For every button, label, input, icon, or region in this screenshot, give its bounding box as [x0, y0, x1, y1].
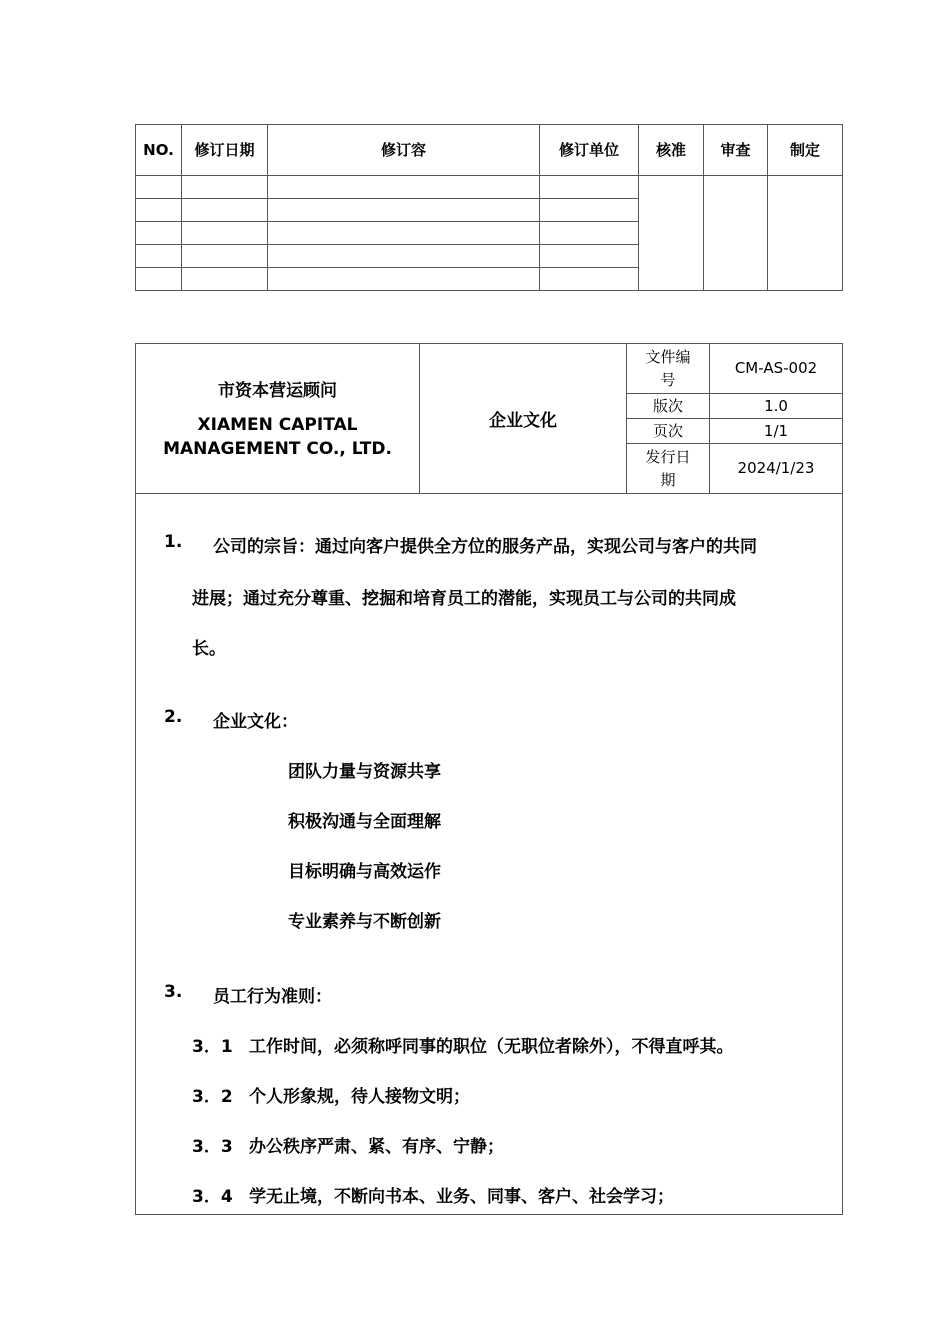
- section-1-line-1: 公司的宗旨：通过向客户提供全方位的服务产品，实现公司与客户的共同: [213, 537, 757, 557]
- table-cell: [182, 199, 268, 222]
- review-cell: [704, 176, 768, 291]
- rule-number: 3．1: [192, 1037, 233, 1057]
- table-cell: [540, 222, 639, 245]
- section-1-number: 1.: [164, 532, 183, 552]
- section-3-number: 3.: [164, 982, 183, 1002]
- rule-number: 3．4: [192, 1187, 233, 1207]
- doc-title-cell: [420, 344, 627, 494]
- page-label: 页次: [627, 419, 710, 444]
- issue-date-label: 发行日期: [627, 444, 710, 494]
- section-2-number: 2.: [164, 707, 183, 727]
- company-name-cn: 市资本营运顾问: [218, 381, 337, 401]
- table-cell: [268, 176, 540, 199]
- rule-number: 3．3: [192, 1137, 233, 1157]
- table-cell: [182, 245, 268, 268]
- version-label: 版次: [627, 394, 710, 419]
- document-body-cell: [136, 494, 843, 1215]
- table-cell: [540, 268, 639, 291]
- header-revision-unit: 修订单位: [540, 125, 639, 176]
- section-1-line-2: 进展；通过充分尊重、挖掘和培育员工的潜能，实现员工与公司的共同成: [192, 589, 736, 609]
- header-prepare: 制定: [768, 125, 843, 176]
- revision-header-row: [136, 125, 843, 176]
- table-cell: [182, 268, 268, 291]
- rule-text: 工作时间，必须称呼同事的职位（无职位者除外），不得直呼其。: [249, 1037, 734, 1057]
- table-cell: [136, 199, 182, 222]
- table-cell: [136, 222, 182, 245]
- table-cell: [182, 176, 268, 199]
- rule-text: 个人形象规，待人接物文明；: [249, 1087, 470, 1107]
- table-cell: [268, 268, 540, 291]
- table-cell: [136, 245, 182, 268]
- table-cell: [268, 199, 540, 222]
- table-cell: [268, 245, 540, 268]
- doc-number-value: CM-AS-002: [710, 344, 843, 394]
- rule-text: 办公秩序严肃、紧、有序、宁静；: [249, 1137, 504, 1157]
- document-table: [135, 343, 843, 1215]
- document-body: [136, 494, 841, 1214]
- table-cell: [136, 176, 182, 199]
- section-3-title: 员工行为准则：: [213, 987, 332, 1007]
- rule-number: 3．2: [192, 1087, 233, 1107]
- header-revision-content: 修订容: [268, 125, 540, 176]
- culture-item: 团队力量与资源共享: [288, 762, 441, 782]
- prepare-cell: [768, 176, 843, 291]
- document-title: 企业文化: [489, 411, 557, 431]
- company-name-en: XIAMEN CAPITAL MANAGEMENT CO., LTD.: [163, 415, 392, 459]
- header-no: NO.: [136, 125, 182, 176]
- culture-item: 积极沟通与全面理解: [288, 812, 441, 832]
- issue-date-value: 2024/1/23: [710, 444, 843, 494]
- header-approve: 核准: [639, 125, 704, 176]
- revision-table: [135, 124, 843, 291]
- table-cell: [182, 222, 268, 245]
- doc-number-label: 文件编号: [627, 344, 710, 394]
- approve-cell: [639, 176, 704, 291]
- section-1-line-3: 长。: [192, 639, 226, 659]
- version-value: 1.0: [710, 394, 843, 419]
- header-revision-date: 修订日期: [182, 125, 268, 176]
- table-cell: [540, 199, 639, 222]
- table-cell: [268, 222, 540, 245]
- section-2-title: 企业文化：: [213, 712, 298, 732]
- culture-item: 目标明确与高效运作: [288, 862, 441, 882]
- header-review: 审查: [704, 125, 768, 176]
- table-row: [136, 176, 843, 199]
- rule-text: 学无止境，不断向书本、业务、同事、客户、社会学习；: [249, 1187, 674, 1207]
- page-value: 1/1: [710, 419, 843, 444]
- table-cell: [540, 176, 639, 199]
- table-cell: [540, 245, 639, 268]
- culture-item: 专业素养与不断创新: [288, 912, 441, 932]
- company-name-cell: [136, 344, 420, 494]
- table-cell: [136, 268, 182, 291]
